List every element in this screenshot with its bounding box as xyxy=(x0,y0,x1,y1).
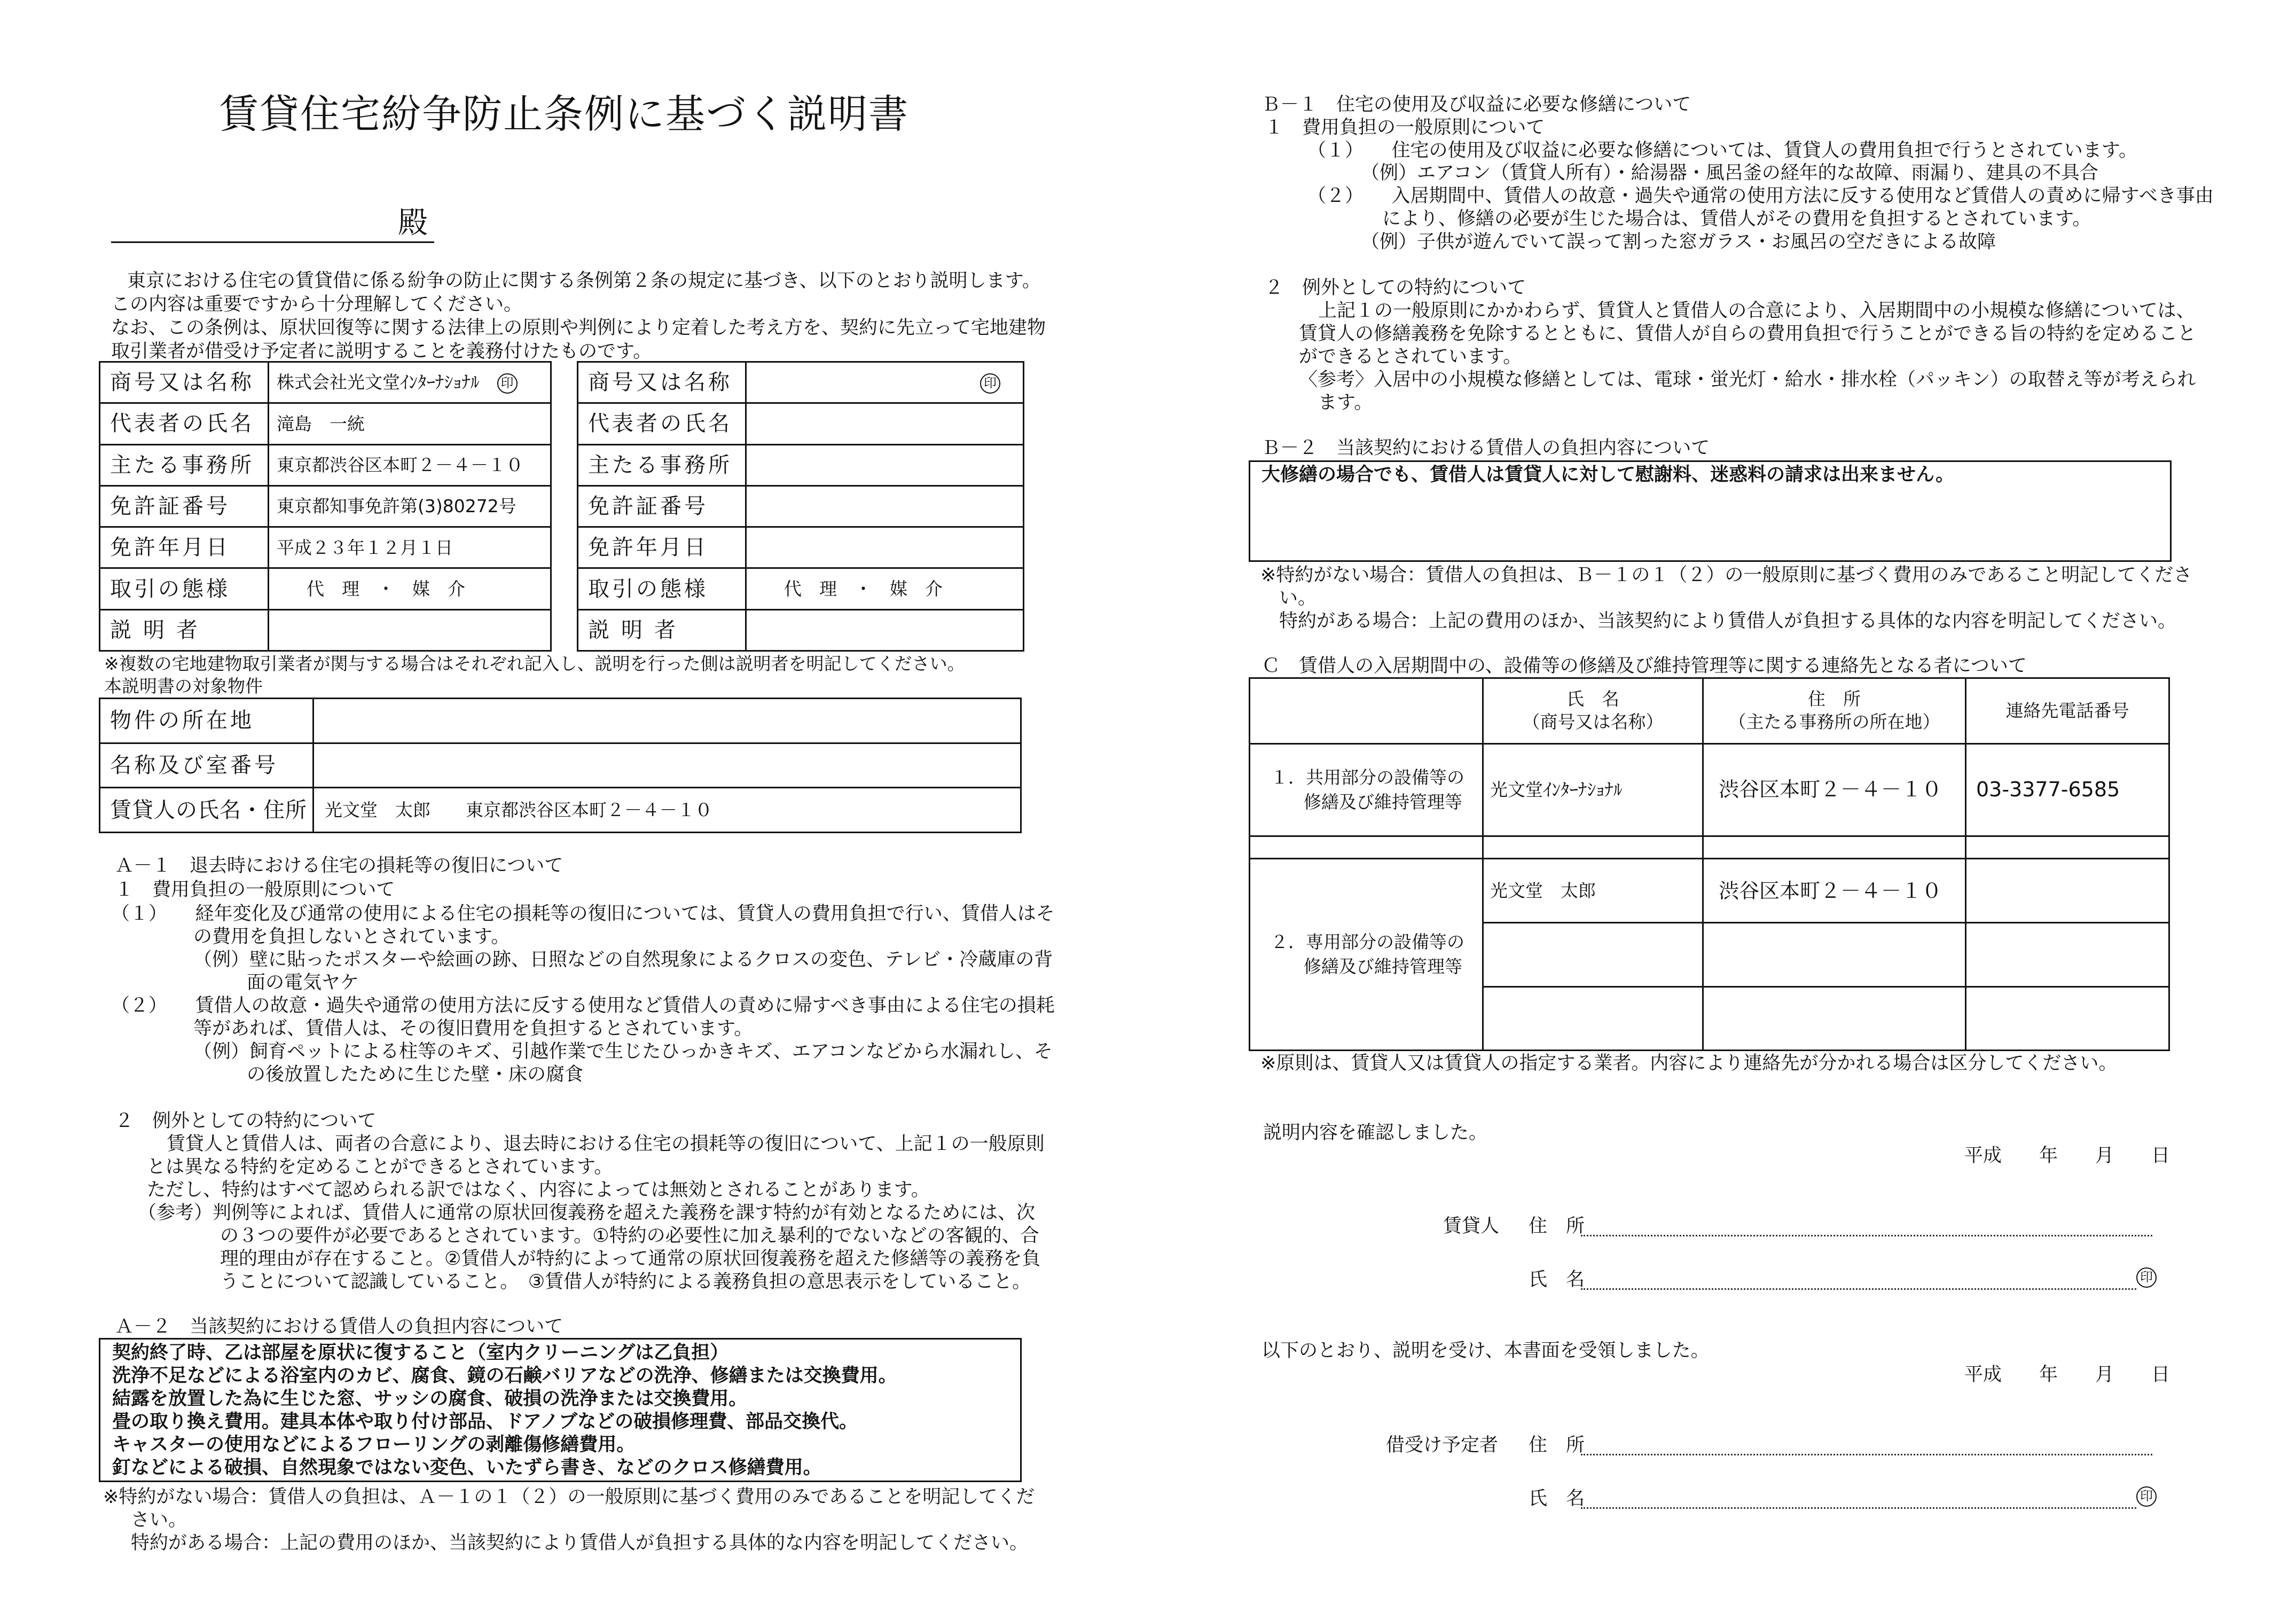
confirm-text: 説明内容を確認しました。 xyxy=(1263,1122,1488,1144)
b1-text: （２） 入居期間中、賃借人の故意・過失や通常の使用方法に反する使用など賃借人の責めに帰すべき事由 xyxy=(1307,185,2214,207)
a1-text: （２） 賃借人の故意・過失や通常の使用方法に反する使用など賃借人の責めに帰すべき事由による住宅の損耗 xyxy=(111,995,1055,1016)
b2-item: 大修繕の場合でも、賃借人は賃貸人に対して慰謝料、迷惑料の請求は出来ません。 xyxy=(1261,464,1955,485)
address-label: 住 所 xyxy=(1529,1435,1585,1456)
contact-tel xyxy=(1966,859,2169,923)
a1-subheading: ２ 例外としての特約について xyxy=(115,1110,377,1132)
contact-name: 光文堂 太郎 xyxy=(1483,859,1703,923)
agent-label: 取引の態様 xyxy=(100,568,269,609)
agent-company-value xyxy=(269,362,551,403)
agent-label: 商号又は名称 xyxy=(100,362,269,403)
contact-empty-cell xyxy=(1703,923,1966,987)
b1-text: 賃貸人の修繕義務を免除するとともに、賃借人が自らの費用負担で行うことができる旨の特約を定めること xyxy=(1299,323,2197,344)
contact-header-address xyxy=(1703,678,1966,744)
contact-header-empty xyxy=(1250,678,1483,744)
seal-icon: 印 xyxy=(2136,1486,2157,1507)
agent-value xyxy=(746,485,1024,527)
contact-spacer xyxy=(1703,836,1966,859)
section-b1-heading: Ｂ－１ 住宅の使用及び収益に必要な修繕について xyxy=(1261,94,1691,115)
a2-item: 釘などによる破損、自然現象ではない変色、いたずら書き、などのクロス修繕費用。 xyxy=(112,1457,822,1478)
b1-example: （例）エアコン（賃貸人所有）・給湯器・風呂釜の経年的な故障、雨漏り、建具の不具合 xyxy=(1361,162,2098,184)
contact-spacer xyxy=(1250,836,1483,859)
property-label: 物件の所在地 xyxy=(100,699,314,743)
property-heading: 本説明書の対象物件 xyxy=(104,676,263,696)
property-label: 賃貸人の氏名・住所 xyxy=(100,788,314,833)
b2-note: 特約がある場合：上記の費用のほか、当該契約により賃借人が負担する具体的な内容を明記してください。 xyxy=(1279,610,2177,632)
agent-label: 免許証番号 xyxy=(100,485,269,527)
b1-text: （１） 住宅の使用及び収益に必要な修繕については、賃貸人の費用負担で行うとされています。 xyxy=(1307,140,2138,161)
a1-text: ただし、特約はすべて認められる訳ではなく、内容によっては無効とされることがあります。 xyxy=(147,1179,930,1201)
company-name: 株式会社光文堂ｲﾝﾀｰﾅｼｮﾅﾙ xyxy=(277,372,480,393)
agent-value: 代 理 ・ 媒 介 xyxy=(269,568,551,609)
contact-spacer xyxy=(1483,836,1703,859)
a1-example: （例）壁に貼ったポスターや絵画の跡、日照などの自然現象によるクロスの変色、テレビ・冷蔵庫の背 xyxy=(193,949,1053,970)
intro-line: この内容は重要ですから十分理解してください。 xyxy=(111,294,523,315)
agent-label: 代表者の氏名 xyxy=(578,403,746,444)
contact-header-name xyxy=(1483,678,1703,744)
contact-address: 渋谷区本町２－４－１０ xyxy=(1703,744,1966,836)
agent-label: 商号又は名称 xyxy=(578,362,746,403)
contact-name: 光文堂ｲﾝﾀｰﾅｼｮﾅﾙ xyxy=(1483,744,1703,836)
agents-note: ※複数の宅地建物取引業者が関与する場合はそれぞれ記入し、説明を行った側は説明者を明記してください。 xyxy=(104,653,965,674)
header-line: （主たる事務所の所在地） xyxy=(1728,711,1940,732)
b1-text: により、修繕の必要が生じた場合は、賃借人がその費用を負担するとされています。 xyxy=(1382,208,2091,230)
agent-label: 説明者 xyxy=(100,609,269,651)
a1-example: （例）飼育ペットによる柱等のキズ、引越作業で生じたひっかきキズ、エアコンなどから水漏れし、そ xyxy=(193,1041,1053,1062)
b1-reference: ます。 xyxy=(1318,392,1373,413)
contact-row-label xyxy=(1250,744,1483,836)
a1-example: の後放置したために生じた壁・床の腐食 xyxy=(247,1064,584,1085)
intro-line: なお、この条例は、原状回復等に関する法律上の原則や判例により定着した考え方を、契約に先立って宅地建物 xyxy=(111,317,1046,339)
contact-empty-cell xyxy=(1483,987,1703,1051)
a1-text: （１） 経年変化及び通常の使用による住宅の損耗等の復旧については、賃貸人の費用負担で行い、賃借人はそ xyxy=(111,903,1055,925)
agent-label: 主たる事務所 xyxy=(100,444,269,485)
header-line: （商号又は名称） xyxy=(1522,711,1664,732)
contact-empty-cell xyxy=(1966,987,2169,1051)
addressee-line xyxy=(111,241,434,243)
a1-reference: うことについて認識していること。 ③賃借人が特約による義務負担の意思表示をしていること。 xyxy=(220,1271,1031,1293)
agent-label: 免許年月日 xyxy=(578,527,746,568)
agent-label: 代表者の氏名 xyxy=(100,403,269,444)
label-line: 修繕及び維持管理等 xyxy=(1304,792,1462,812)
contact-address: 渋谷区本町２－４－１０ xyxy=(1703,859,1966,923)
b2-note: い。 xyxy=(1279,588,1317,609)
property-label: 名称及び室番号 xyxy=(100,743,314,788)
property-value: 光文堂 太郎 東京都渋谷区本町２－４－１０ xyxy=(314,788,1021,833)
agent-value xyxy=(746,444,1024,485)
seal-icon: 印 xyxy=(497,373,518,394)
receipt-date: 平成 年 月 日 xyxy=(1964,1364,2170,1385)
a2-item: 畳の取り換え費用。建具本体や取り付け部品、ドアノブなどの破損修理費、部品交換代。 xyxy=(112,1411,858,1432)
contact-header-tel: 連絡先電話番号 xyxy=(1966,678,2169,744)
seal-icon: 印 xyxy=(2136,1267,2157,1288)
a2-item: 契約終了時、乙は部屋を原状に復すること（室内クリーニングは乙負担） xyxy=(112,1342,729,1364)
property-value xyxy=(314,699,1021,743)
a1-text: 等があれば、賃借人は、その復旧費用を負担するとされています。 xyxy=(193,1018,753,1039)
contact-row-label xyxy=(1250,859,1483,1051)
agent-label: 主たる事務所 xyxy=(578,444,746,485)
contact-tel: 03-3377-6585 xyxy=(1966,744,2169,836)
lessor-address-line xyxy=(1581,1235,2152,1236)
property-value xyxy=(314,743,1021,788)
a2-note: さい。 xyxy=(131,1509,187,1531)
agent-value: 滝島 一統 xyxy=(269,403,551,444)
a2-item: 洗浄不足などによる浴室内のカビ、腐食、鏡の石鹸バリアなどの洗浄、修繕または交換費用。 xyxy=(112,1365,897,1387)
name-label: 氏 名 xyxy=(1529,1488,1585,1509)
b1-reference: 〈参考〉入居中の小規模な修繕としては、電球・蛍光灯・給水・排水栓（パッキン）の取替え等が考えられ xyxy=(1299,369,2196,390)
a2-note: ※特約がない場合：賃借人の負担は、Ａ－１の１（２）の一般原則に基づく費用のみであることを明記してくだ xyxy=(103,1486,1035,1508)
a1-example: 面の電気ヤケ xyxy=(247,972,359,993)
agent-label: 説明者 xyxy=(578,609,746,651)
contact-note: ※原則は、賃貸人又は賃貸人の指定する業者。内容により連絡先が分かれる場合は区分してください。 xyxy=(1260,1053,2118,1074)
agent-label: 免許証番号 xyxy=(578,485,746,527)
label-line: １．共用部分の設備等の xyxy=(1271,766,1464,788)
agent-value xyxy=(746,403,1024,444)
a1-reference: （参考）判例等によれば、賃借人に通常の原状回復義務を超えた義務を課す特約が有効となるためには、次 xyxy=(138,1202,1036,1224)
name-label: 氏 名 xyxy=(1529,1269,1585,1290)
document-title: 賃貸住宅紛争防止条例に基づく説明書 xyxy=(219,91,909,137)
agent-label: 免許年月日 xyxy=(100,527,269,568)
contact-empty-cell xyxy=(1483,923,1703,987)
property-table xyxy=(99,698,1022,833)
tenant-label: 借受け予定者 xyxy=(1386,1435,1499,1456)
contact-table xyxy=(1249,677,2170,1051)
agent-table-1 xyxy=(99,361,552,652)
header-line: 住 所 xyxy=(1808,688,1861,710)
agent-label: 取引の態様 xyxy=(578,568,746,609)
agent-company-value xyxy=(746,362,1024,403)
b1-text: ができるとされています。 xyxy=(1299,346,1522,367)
b1-text: 上記１の一般原則にかかわらず、賃貸人と賃借人の合意により、入居期間中の小規模な修繕については、 xyxy=(1318,300,2195,322)
lessor-label: 賃貸人 xyxy=(1443,1216,1500,1237)
section-c-heading: Ｃ 賃借人の入居期間中の、設備等の修繕及び維持管理等に関する連絡先となる者について xyxy=(1261,655,2027,677)
intro-line: 取引業者が借受け予定者に説明することを義務付けたものです。 xyxy=(111,341,652,362)
receipt-text: 以下のとおり、説明を受け、本書面を受領しました。 xyxy=(1261,1340,1710,1361)
agent-value: 平成２３年１２月１日 xyxy=(269,527,551,568)
agent-value: 東京都渋谷区本町２－４－１０ xyxy=(269,444,551,485)
contact-empty-cell xyxy=(1966,923,2169,987)
agent-value: 東京都知事免許第(3)80272号 xyxy=(269,485,551,527)
b1-subheading: ２ 例外としての特約について xyxy=(1265,277,1526,299)
intro-line: 東京における住宅の賃貸借に係る紛争の防止に関する条例第２条の規定に基づき、以下のとおり説明します。 xyxy=(127,270,1041,292)
a2-item: キャスターの使用などによるフローリングの剥離傷修繕費用。 xyxy=(112,1434,636,1455)
confirm-date: 平成 年 月 日 xyxy=(1964,1145,2170,1166)
tenant-name-line xyxy=(1581,1507,2136,1509)
a1-text: の費用を負担しないとされています。 xyxy=(193,926,510,947)
agent-value xyxy=(746,609,1024,651)
a2-item: 結露を放置した為に生じた窓、サッシの腐食、破損の洗浄または交換費用。 xyxy=(112,1388,748,1409)
contact-spacer xyxy=(1966,836,2169,859)
a1-text: 賃貸人と賃借人は、両者の合意により、退去時における住宅の損耗等の復旧について、上記１の一般原則 xyxy=(167,1133,1045,1155)
b1-subheading: １ 費用負担の一般原則について xyxy=(1265,117,1545,138)
a1-text: とは異なる特約を定めることができるとされています。 xyxy=(147,1156,613,1178)
a1-subheading: １ 費用負担の一般原則について xyxy=(115,879,395,900)
contact-empty-cell xyxy=(1703,987,1966,1051)
section-a2-heading: Ａ－２ 当該契約における賃借人の負担内容について xyxy=(115,1316,563,1337)
header-line: 氏 名 xyxy=(1566,688,1619,710)
b2-note: ※特約がない場合：賃借人の負担は、Ｂ－１の１（２）の一般原則に基づく費用のみであること明記してくださ xyxy=(1260,565,2192,586)
a1-reference: の３つの要件が必要であるとされています。①特約の必要性に加え暴利的でないなどの客観的、合 xyxy=(220,1225,1039,1247)
a2-note: 特約がある場合：上記の費用のほか、当該契約により賃借人が負担する具体的な内容を明記してください。 xyxy=(131,1532,1029,1554)
address-label: 住 所 xyxy=(1529,1216,1585,1237)
agent-value: 代 理 ・ 媒 介 xyxy=(746,568,1024,609)
a1-reference: 理的理由が存在すること。②賃借人が特約によって通常の原状回復義務を超えた修繕等の義務を負 xyxy=(220,1248,1041,1270)
section-b2-heading: Ｂ－２ 当該契約における賃借人の負担内容について xyxy=(1261,437,1710,459)
lessor-name-line xyxy=(1581,1288,2136,1290)
agent-value xyxy=(269,609,551,651)
agent-value xyxy=(746,527,1024,568)
seal-icon: 印 xyxy=(980,373,1000,394)
tenant-address-line xyxy=(1581,1454,2152,1455)
b1-example: （例）子供が遊んでいて誤って割った窓ガラス・お風呂の空だきによる故障 xyxy=(1361,231,1996,253)
section-a1-heading: Ａ－１ 退去時における住宅の損耗等の復旧について xyxy=(115,855,563,876)
addressee-honorific: 殿 xyxy=(398,206,428,240)
label-line: 修繕及び維持管理等 xyxy=(1304,956,1462,977)
label-line: ２．専用部分の設備等の xyxy=(1271,931,1464,952)
agent-table-2 xyxy=(577,361,1024,652)
